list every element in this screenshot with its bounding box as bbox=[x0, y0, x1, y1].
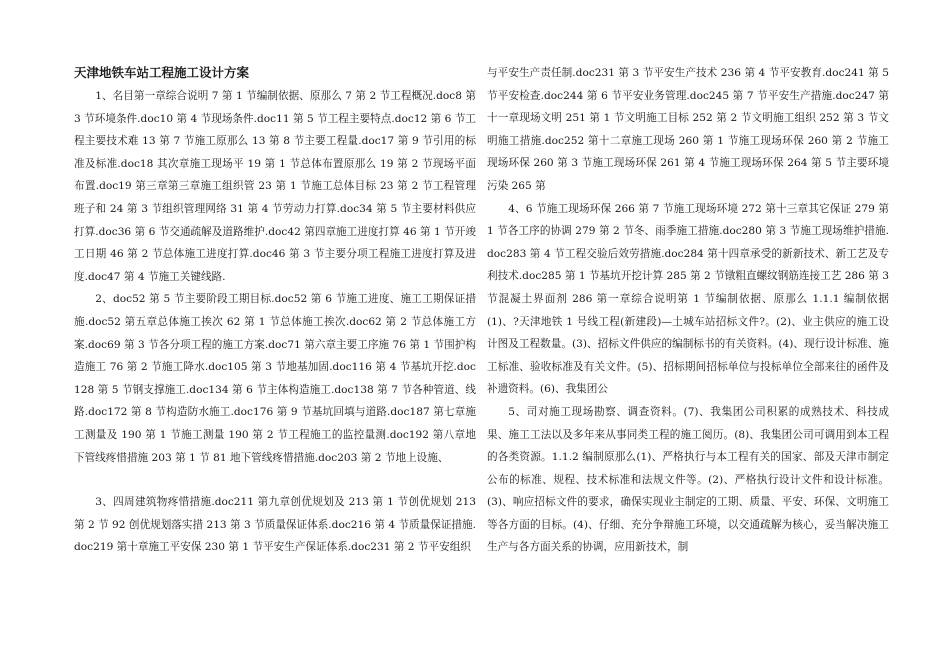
left-paragraph-3: 3、四周建筑物疼惜措施.doc211 第九章创优规划及 213 第 1 节创优规划 213 第 2 节 92 创优规划落实措 213 第 3 节质量保证体系.doc216 第 4 节质量保证措施.doc219 第十章施工平安保 230 第 1 节平安生产保证体系.doc231 第 2 节平安组织 bbox=[74, 496, 476, 554]
right-paragraph-3: 5、司对施工现场勘察、调查资料。(7)、我集团公司积累的成熟技术、科技成果、施工工法以及多年来从事同类工程的施工阅历。(8)、我集团公司可调用到本工程的各类资源。1.1.2 编制原那么(1)、严格执行与本工程有关的国家、部及天津市制定公布的标准、规程、技术标准和法规文件等。(2)、严格执行设计文件和设计标准。(3)、响应招标文件的要求，确保实现业主制定的工期、质量、平安、环保、文明施工等各方面的目标。(4)、仔细、充分争辩施工环境，以交通疏解为核心，妥当解决施工生产与各方面关系的协调，应用新技术，制 bbox=[487, 405, 889, 554]
right-paragraph-2: 4、6 节施工现场环保 266 第 7 节施工现场环境 272 第十三章其它保证 279 第 1 节各工序的协调 279 第 2 节冬、雨季施工措施.doc280 第 3 节施工现场维护措施.doc283 第 4 节工程交验后效劳措施.doc284 第十四章承受的新新技术、新工艺及专利技术.doc285 第 1 节基坑开挖计算 285 第 2 节镦粗直螺纹钢筋连接工艺 286 第 3 节混凝土界面剂 286 第一章综合说明第 1 节编制依据、原那么 1.1.1 编制依据(1)、?天津地铁 1 号线工程(新建段)—土城车站招标文件?。(2)、业主供应的施工设计图及工程数量。(3)、招标文件供应的编制标书的有关资料。(4)、现行设计标准、施工标准、验收标准及有关文件。(5)、招标期间招标单位与投标单位全部来往的函件及补遗资料。(6)、我集团公 bbox=[487, 202, 889, 396]
right-paragraph-1: 与平安生产责任制.doc231 第 3 节平安生产技术 236 第 4 节平安教育.doc241 第 5 节平安检查.doc244 第 6 节平安业务管理.doc245 第 7 节平安生产措施.doc247 第十一章现场文明 251 第 1 节文明施工目标 252 第 2 节文明施工组织 252 第 3 节文明施工措施.doc252 第十二章施工现场 260 第 1 节施工现场环保 260 第 2 节施工现场环保 260 第 3 节施工现场环保 261 第 4 节施工现场环保 264 第 5 节主要环境污染 265 第 bbox=[487, 67, 889, 192]
right-column bbox=[487, 62, 889, 559]
document-title: 天津地铁车站工程施工设计方案 bbox=[74, 65, 250, 80]
left-column bbox=[74, 62, 476, 559]
paragraph-gap bbox=[74, 469, 476, 491]
left-paragraph-1: 1、名目第一章综合说明 7 第 1 节编制依据、原那么 7 第 2 节工程概况.doc8 第 3 节环境条件.doc10 第 4 节现场条件.doc11 第 5 节工程主要特点.doc12 第 6 节工程主要技术难 13 第 7 节施工原那么 13 第 8 节主要工程量.doc17 第 9 节引用的标准及标准.doc18 其次章施工现场平 19 第 1 节总体布置原那么 19 第 2 节现场平面布置.doc19 第三章第三章施工组织管 23 第 1 节施工总体目标 23 第 2 节工程管理班子和 24 第 3 节组织管理网络 31 第 4 节劳动力打算.doc34 第 5 节主要材料供应打算.doc36 第 6 节交通疏解及道路维护.doc42 第四章施工进度打算 46 第 1 节开竣工日期 46 第 2 节总体施工进度打算.doc46 第 3 节主要分项工程施工进度打算及进度.doc47 第 4 节施工关键线路. bbox=[74, 90, 476, 283]
left-paragraph-2: 2、doc52 第 5 节主要阶段工期目标.doc52 第 6 节施工进度、施工工期保证措施.doc52 第五章总体施工挨次 62 第 1 节总体施工挨次.doc62 第 2 节总体施工方案.doc69 第 3 节各分项工程的施工方案.doc71 第六章主要工序施 76 第 1 节围护构造施工 76 第 2 节施工降水.doc105 第 3 节地基加固.doc116 第 4 节基坑开挖.doc128 第 5 节钢支撑施工.doc134 第 6 节主体构造施工.doc138 第 7 节各种管道、线路.doc172 第 8 节构造防水施工.doc176 第 9 节基坑回填与道路.doc187 第七章施工测量及 190 第 1 节施工测量 190 第 2 节工程施工的监控量测.doc192 第八章地下管线疼惜措施 203 第 1 节 81 地下管线疼惜措施.doc203 第 2 节地上设施、 bbox=[74, 293, 476, 464]
